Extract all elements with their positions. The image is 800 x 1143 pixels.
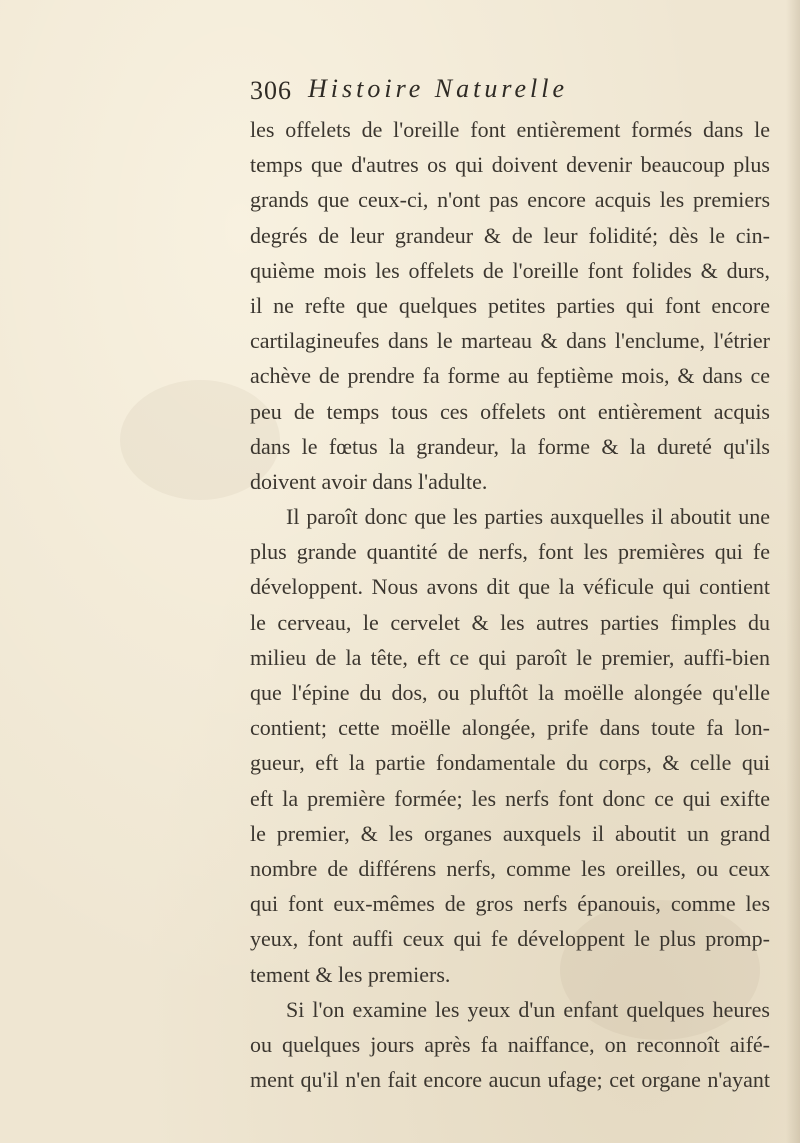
- text-line: Il paroît donc que les parties auxquelles il aboutit une: [286, 504, 770, 530]
- text-line: eft la première formée; les nerfs font donc ce qui exifte: [250, 785, 770, 811]
- text-line: tement & les premiers.: [250, 961, 451, 987]
- text-line: doivent avoir dans l'adulte.: [250, 468, 488, 494]
- text-line: ou quelques jours après fa naiffance, on reconnoît aifé-: [250, 1031, 770, 1057]
- text-line: yeux, font auffi ceux qui fe développent le plus promp-: [250, 926, 770, 952]
- text-line: quième mois les offelets de l'oreille font folides & durs,: [250, 257, 770, 283]
- text-line: degrés de leur grandeur & de leur folidité; dès le cin-: [250, 222, 770, 248]
- text-line: les offelets de l'oreille font entièrement formés dans le: [250, 117, 770, 142]
- text-line: il ne refte que quelques petites parties qui font encore: [250, 292, 770, 318]
- text-line: le cerveau, le cervelet & les autres parties fimples du: [250, 609, 770, 635]
- text-line: plus grande quantité de nerfs, font les premières qui fe: [250, 539, 770, 565]
- text-line: temps que d'autres os qui doivent devenir beaucoup plus: [250, 152, 770, 178]
- text-line: que l'épine du dos, ou pluftôt la moëlle alongée qu'elle: [250, 680, 770, 705]
- text-line: achève de prendre fa forme au feptième mois, & dans ce: [250, 363, 770, 389]
- page-number: 306: [250, 76, 292, 105]
- body-text: [250, 112, 770, 1097]
- text-line: développent. Nous avons dit que la véficule qui contient: [250, 574, 770, 600]
- text-line: contient; cette moëlle alongée, prife dans toute fa lon-: [250, 715, 770, 741]
- running-title: Histoire Naturelle: [308, 74, 569, 103]
- text-line: Si l'on examine les yeux d'un enfant quelques heures: [286, 996, 770, 1022]
- text-line: nombre de différens nerfs, comme les oreilles, ou ceux: [250, 855, 770, 881]
- text-line: milieu de la tête, eft ce qui paroît le premier, auffi-bien: [250, 644, 770, 670]
- text-line: qui font eux-mêmes de gros nerfs épanouis, comme les: [250, 891, 770, 917]
- text-line: gueur, eft la partie fondamentale du corps, & celle qui: [250, 750, 770, 776]
- page-edge-shadow: [786, 0, 800, 1143]
- text-line: grands que ceux-ci, n'ont pas encore acquis les premiers: [250, 187, 770, 213]
- running-head: [250, 74, 770, 114]
- text-line: dans le fœtus la grandeur, la forme & la dureté qu'ils: [250, 433, 770, 459]
- text-line: ment qu'il n'en fait encore aucun ufage; cet organe n'ayant: [250, 1067, 770, 1093]
- text-line: le premier, & les organes auxquels il aboutit un grand: [250, 820, 770, 846]
- text-line: cartilagineufes dans le marteau & dans l'enclume, l'étrier: [250, 328, 770, 354]
- text-line: peu de temps tous ces offelets ont entièrement acquis: [250, 398, 770, 424]
